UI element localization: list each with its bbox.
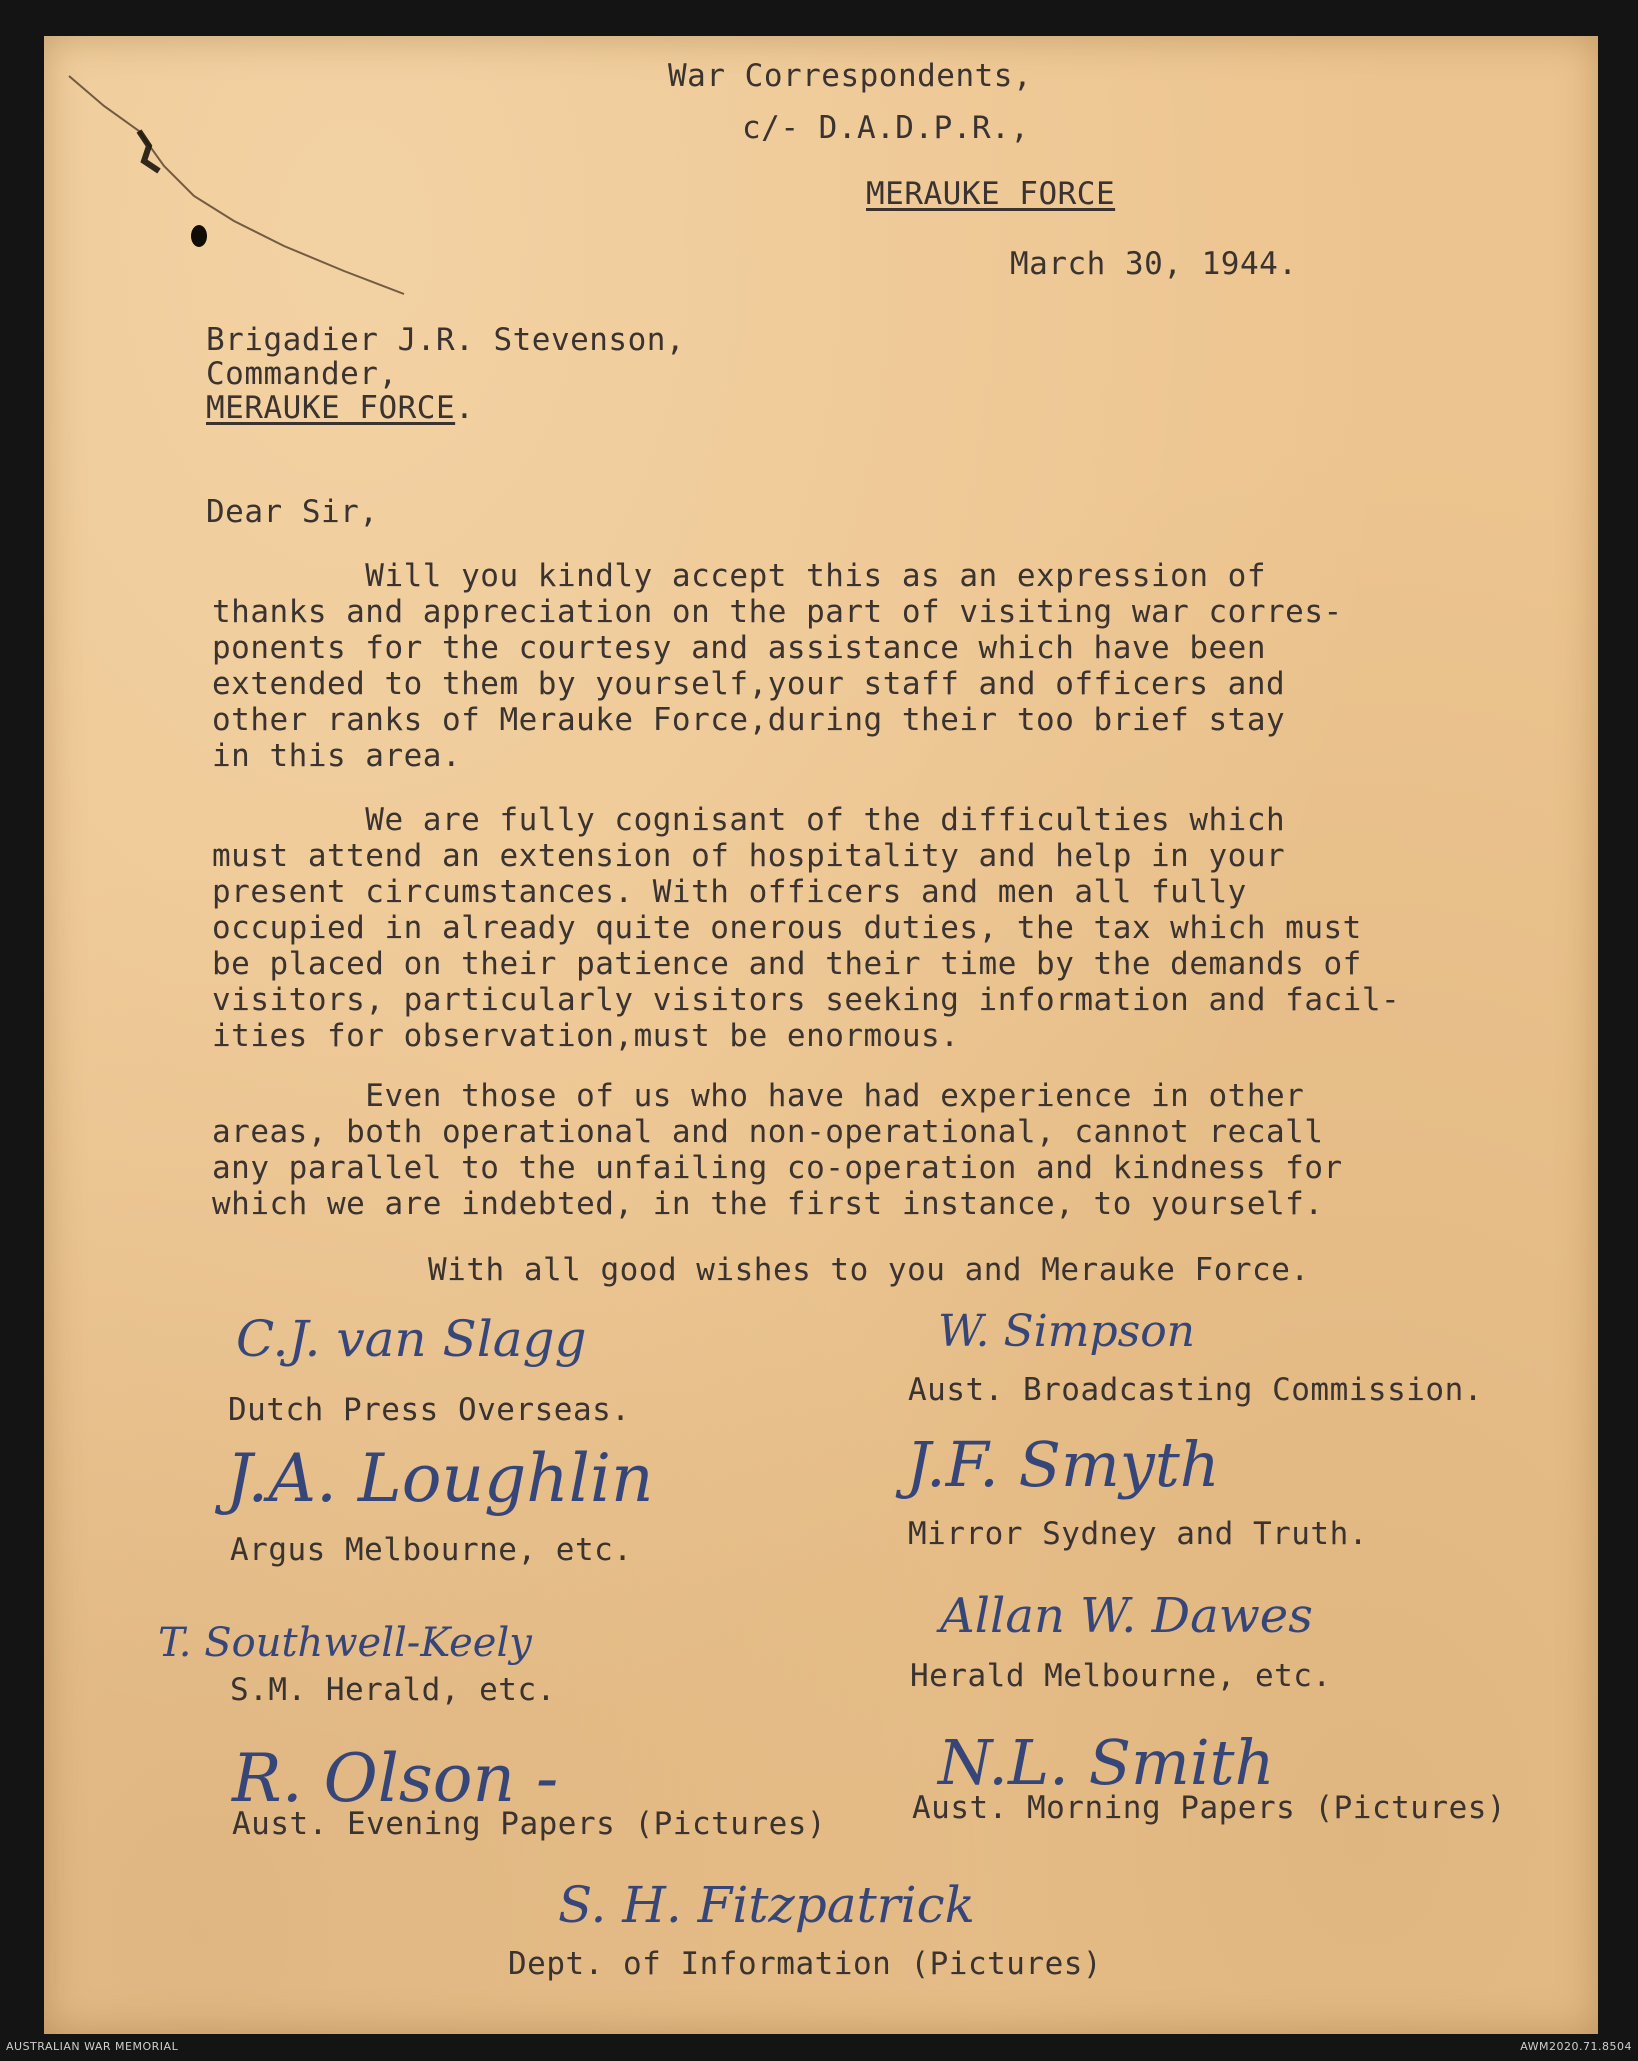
signatory-org-line <box>232 1806 826 1842</box>
signatory-note: (Pictures) <box>910 1946 1103 1982</box>
signatory-org: Herald Melbourne, etc. <box>910 1658 1332 1694</box>
body-line: areas, both operational and non-operational, cannot recall <box>212 1114 1324 1150</box>
signatory-note: (Pictures) <box>634 1806 827 1842</box>
letterhead-line3: MERAUKE FORCE <box>866 176 1116 212</box>
paper-tear-mark <box>44 36 464 336</box>
body-line: extended to them by yourself,your staff and officers and <box>212 666 1286 702</box>
body-line: thanks and appreciation on the part of visiting war corres- <box>212 594 1343 630</box>
body-line: occupied in already quite onerous duties, the tax which must <box>212 910 1362 946</box>
signatory-org: Aust. Morning Papers <box>912 1790 1296 1826</box>
signatory-org: S.M. Herald, etc. <box>230 1672 556 1708</box>
body-line: We are fully cognisant of the difficulties which <box>212 802 1286 838</box>
signature-smyth: J.F. Smyth <box>906 1428 1220 1501</box>
salutation: Dear Sir, <box>206 494 379 530</box>
letterhead-line2: c/- D.A.D.P.R., <box>742 110 1030 146</box>
signatory-org: Mirror Sydney and Truth. <box>908 1516 1368 1552</box>
body-line: Will you kindly accept this as an expression of <box>212 558 1266 594</box>
body-line: which we are indebted, in the first instance, to yourself. <box>212 1186 1324 1222</box>
archive-credit: AUSTRALIAN WAR MEMORIAL <box>6 2040 179 2053</box>
signatory-org: Dutch Press Overseas. <box>228 1392 631 1428</box>
body-line: ities for observation,must be enormous. <box>212 1018 960 1054</box>
recipient-unit: MERAUKE FORCE <box>206 390 456 426</box>
signatory-org: Aust. Evening Papers <box>232 1806 616 1842</box>
signature-olson: R. Olson - <box>232 1740 559 1817</box>
signatory-org-line <box>508 1946 1102 1982</box>
recipient-unit-suffix: . <box>455 390 475 426</box>
archive-reference: AWM2020.71.8504 <box>1520 2040 1632 2053</box>
body-line: other ranks of Merauke Force,during their too brief stay <box>212 702 1286 738</box>
letterhead-line1: War Correspondents, <box>668 58 1033 94</box>
signatory-org: Dept. of Information <box>508 1946 892 1982</box>
signature-loughlin: J.A. Loughlin <box>226 1440 654 1517</box>
body-line: in this area. <box>212 738 462 774</box>
recipient-unit-line <box>206 390 474 426</box>
signature-van-slagg: C.J. van Slagg <box>236 1310 587 1368</box>
body-line: ponents for the courtesy and assistance which have been <box>212 630 1266 666</box>
body-line: must attend an extension of hospitality and help in your <box>212 838 1286 874</box>
signature-southwell-keely: T. Southwell-Keely <box>158 1620 532 1666</box>
body-line: any parallel to the unfailing co-operation and kindness for <box>212 1150 1343 1186</box>
body-line: be placed on their patience and their time by the demands of <box>212 946 1362 982</box>
recipient-title: Commander, <box>206 356 398 392</box>
signatory-org: Aust. Broadcasting Commission. <box>908 1372 1483 1408</box>
body-line: visitors, particularly visitors seeking information and facil- <box>212 982 1401 1018</box>
signature-simpson: W. Simpson <box>938 1306 1196 1357</box>
body-line: present circumstances. With officers and men all fully <box>212 874 1247 910</box>
signature-dawes: Allan W. Dawes <box>940 1588 1313 1644</box>
signature-smith: N.L. Smith <box>938 1726 1275 1799</box>
signatory-note: (Pictures) <box>1314 1790 1507 1826</box>
letter-date: March 30, 1944. <box>1010 246 1298 282</box>
signatory-org: Argus Melbourne, etc. <box>230 1532 633 1568</box>
signatory-org-line <box>912 1790 1506 1826</box>
recipient-name: Brigadier J.R. Stevenson, <box>206 322 686 358</box>
signature-fitzpatrick: S. H. Fitzpatrick <box>558 1876 975 1934</box>
closing-line: With all good wishes to you and Merauke Force. <box>428 1252 1310 1288</box>
body-line: Even those of us who have had experience in other <box>212 1078 1305 1114</box>
